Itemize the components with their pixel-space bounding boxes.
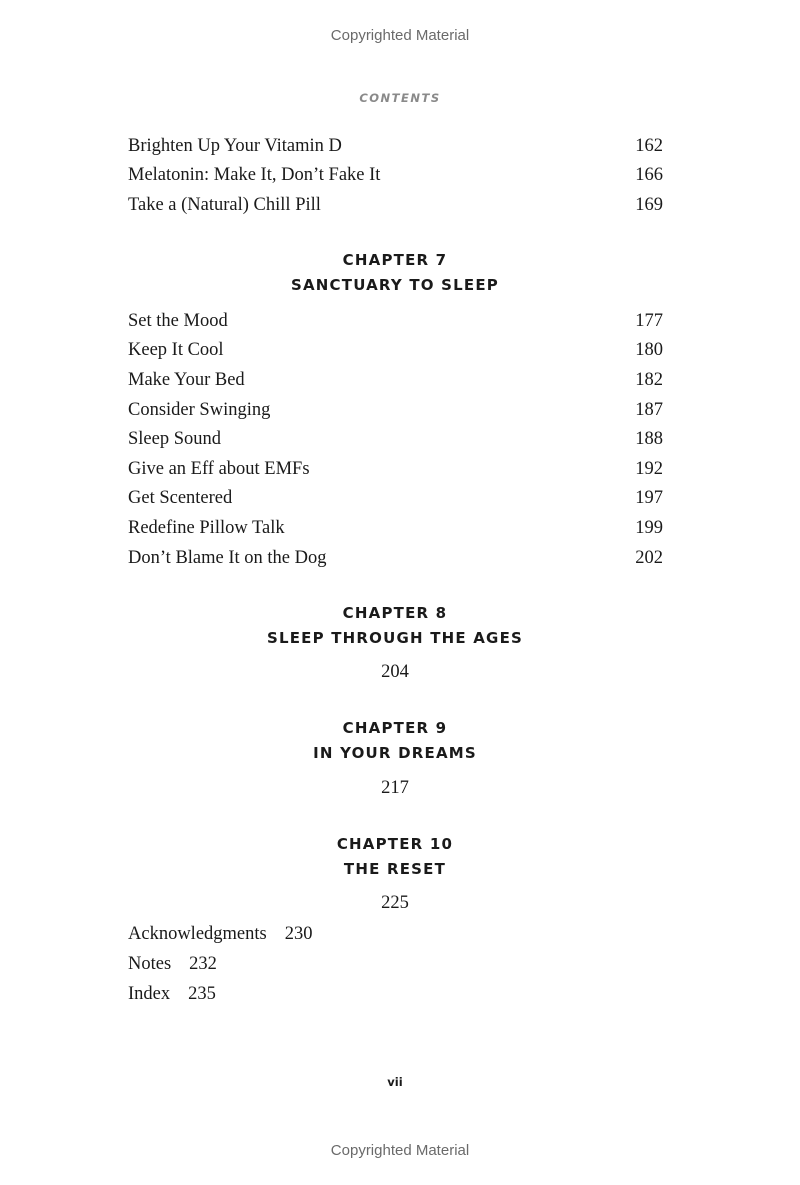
chapter-title: SLEEP THROUGH THE AGES	[266, 629, 524, 647]
toc-entry	[128, 487, 663, 509]
chapter-page: 217	[381, 778, 409, 798]
back-matter-title: Acknowledgments	[128, 924, 267, 944]
back-matter-page: 235	[188, 984, 216, 1004]
toc-entry-page: 162	[635, 136, 663, 156]
toc-entry-page: 187	[635, 400, 663, 420]
copyright-watermark-bottom: Copyrighted Material	[330, 1142, 470, 1159]
toc-entry-title: Get Scentered	[128, 488, 233, 508]
toc-entry-title: Make Your Bed	[128, 370, 245, 390]
toc-entry-page: 199	[635, 518, 663, 538]
toc-entry	[128, 517, 663, 539]
toc-entry-page: 166	[635, 165, 663, 185]
toc-entry-page: 169	[635, 195, 663, 215]
toc-entry-title: Don’t Blame It on the Dog	[128, 548, 327, 568]
chapter-title: THE RESET	[343, 860, 447, 878]
toc-entry	[128, 310, 663, 332]
toc-entry-page: 197	[635, 488, 663, 508]
page-number: vii	[387, 1075, 403, 1089]
back-matter-entry	[128, 953, 217, 975]
toc-entry-title: Sleep Sound	[128, 429, 222, 449]
toc-entry-title: Keep It Cool	[128, 340, 224, 360]
toc-entry-page: 188	[635, 429, 663, 449]
toc-entry-title: Redefine Pillow Talk	[128, 518, 285, 538]
back-matter-page: 230	[284, 924, 313, 944]
chapter-number: CHAPTER 8	[342, 604, 448, 622]
chapter-number: CHAPTER 9	[342, 719, 448, 737]
chapter-title: SANCTUARY TO SLEEP	[290, 276, 499, 294]
toc-entry	[128, 369, 663, 391]
toc-entry	[128, 547, 663, 569]
toc-entry-page: 180	[635, 340, 663, 360]
chapter-page: 204	[381, 662, 409, 682]
toc-entry-title: Give an Eff about EMFs	[128, 459, 310, 479]
chapter-page: 225	[381, 893, 409, 913]
toc-entry-title: Brighten Up Your Vitamin D	[128, 136, 342, 156]
toc-entry-page: 182	[635, 370, 663, 390]
chapter-title: IN YOUR DREAMS	[313, 744, 477, 762]
toc-entry	[128, 458, 663, 480]
toc-entry-title: Consider Swinging	[128, 400, 271, 420]
toc-entry	[128, 339, 663, 361]
toc-entry	[128, 135, 663, 157]
toc-entry-title: Take a (Natural) Chill Pill	[128, 195, 321, 215]
chapter-number: CHAPTER 10	[336, 835, 454, 853]
back-matter-entry	[128, 923, 312, 945]
chapter-number: CHAPTER 7	[342, 251, 448, 269]
toc-entry	[128, 428, 663, 450]
toc-entry-title: Melatonin: Make It, Don’t Fake It	[128, 165, 381, 185]
toc-entry	[128, 194, 663, 216]
running-head: CONTENTS	[359, 91, 441, 105]
back-matter-title: Index	[128, 984, 171, 1004]
back-matter-entry	[128, 983, 216, 1005]
toc-entry	[128, 164, 663, 186]
toc-entry-page: 202	[635, 548, 663, 568]
toc-entry	[128, 399, 663, 421]
toc-entry-title: Set the Mood	[128, 311, 228, 331]
back-matter-page: 232	[189, 954, 217, 974]
copyright-watermark-top: Copyrighted Material	[330, 27, 470, 44]
back-matter-title: Notes	[128, 954, 172, 974]
toc-entry-page: 192	[635, 459, 663, 479]
toc-entry-page: 177	[635, 311, 663, 331]
